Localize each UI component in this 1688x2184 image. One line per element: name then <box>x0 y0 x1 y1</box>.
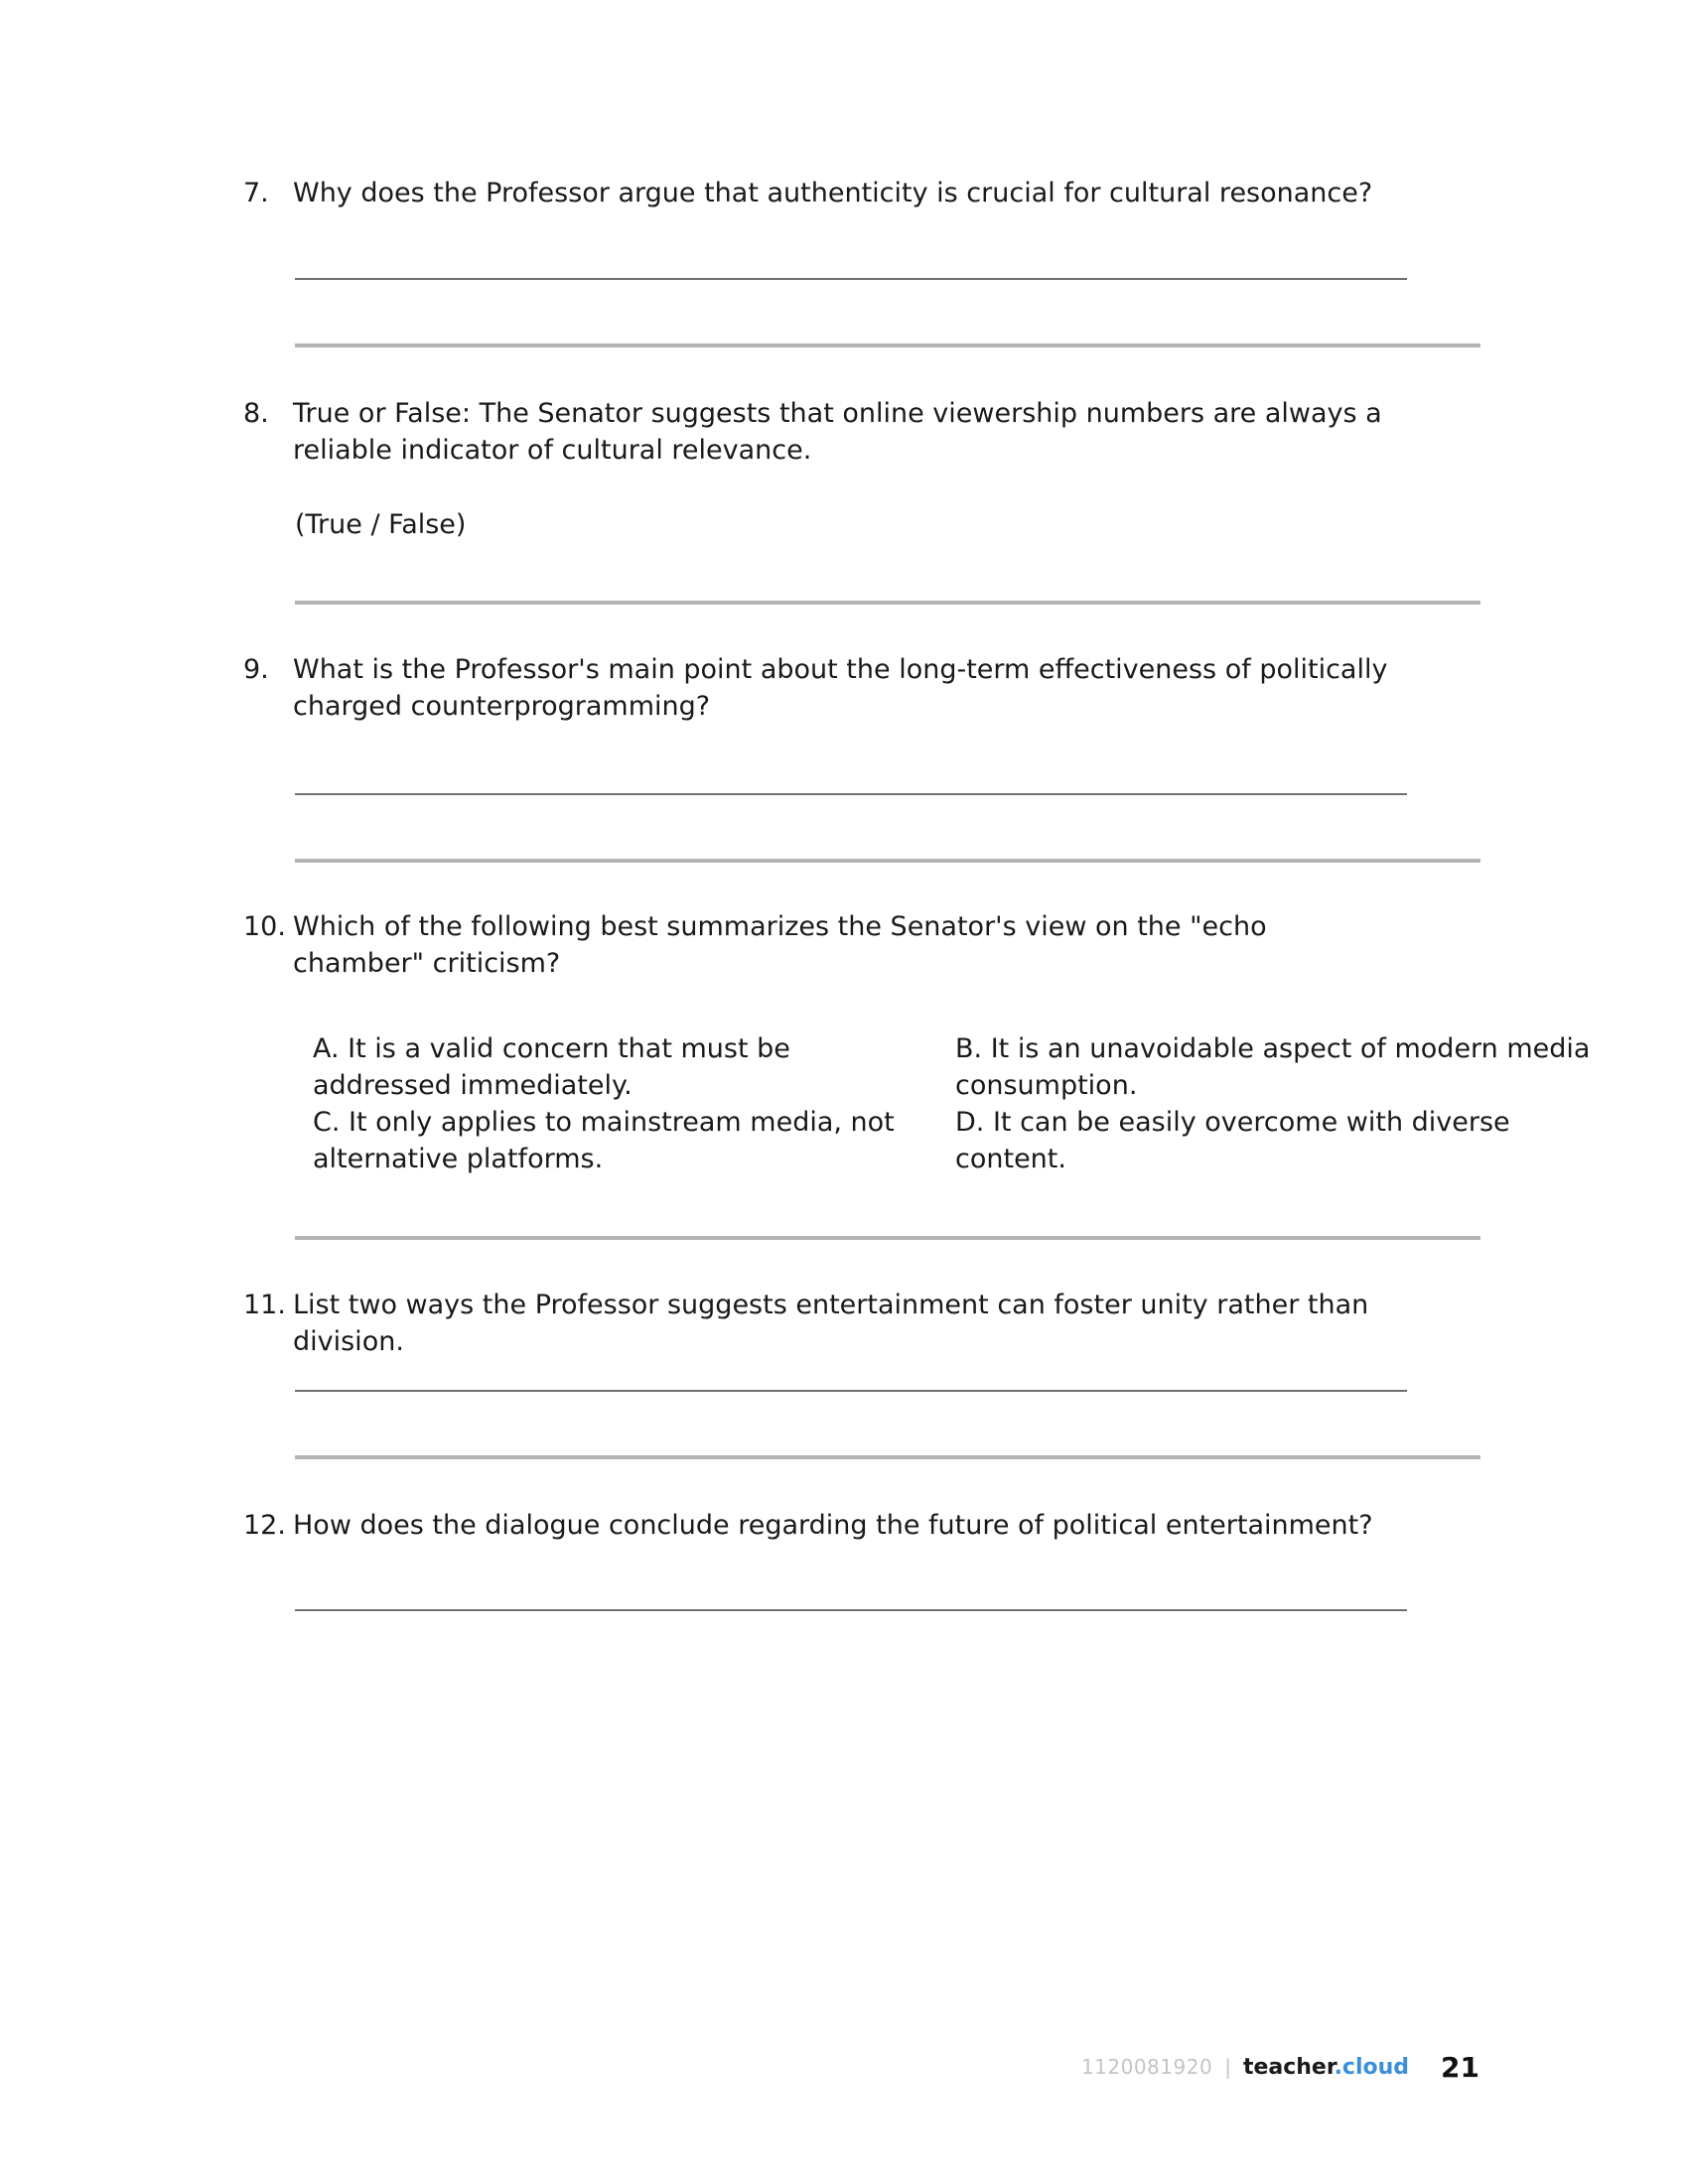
question-text: Why does the Professor argue that authenticity is crucial for cultural resonance? <box>293 178 1373 208</box>
question-number: 7. <box>243 178 269 208</box>
page-footer <box>1081 2049 1479 2085</box>
question-text: What is the Professor's main point about the long-term effectiveness of politically charged counterprogramming? <box>293 654 1388 722</box>
answer-line[interactable] <box>295 601 1480 605</box>
question-text: How does the dialogue conclude regarding the future of political entertainment? <box>293 1510 1373 1541</box>
option-b[interactable]: B. It is an unavoidable aspect of modern media consumption. <box>955 1033 1591 1101</box>
question-text: List two ways the Professor suggests entertainment can foster unity rather than division. <box>293 1290 1369 1357</box>
answer-line[interactable] <box>295 1609 1407 1611</box>
question-number: 12. <box>243 1510 286 1541</box>
answer-line[interactable] <box>295 1236 1480 1240</box>
question-number: 11. <box>243 1290 286 1320</box>
brand-name: teacher <box>1242 2054 1335 2080</box>
answer-line[interactable] <box>295 1390 1407 1392</box>
option-c[interactable]: C. It only applies to mainstream media, not alternative platforms. <box>313 1107 895 1174</box>
question-text: True or False: The Senator suggests that online viewership numbers are always a reliable indicator of cultural relevance. <box>293 398 1382 466</box>
true-false-options: (True / False) <box>295 509 467 540</box>
answer-line[interactable] <box>295 793 1407 795</box>
answer-line[interactable] <box>295 278 1407 280</box>
question-text: Which of the following best summarizes the Senator's view on the "echo chamber" criticism? <box>293 911 1267 979</box>
answer-line[interactable] <box>295 343 1480 347</box>
footer-separator: | <box>1224 2055 1231 2079</box>
answer-line[interactable] <box>295 1455 1480 1459</box>
question-number: 10. <box>243 911 286 942</box>
document-code: 1120081920 <box>1080 2055 1213 2079</box>
brand-tld: .cloud <box>1334 2054 1410 2080</box>
question-number: 8. <box>243 398 269 429</box>
option-a[interactable]: A. It is a valid concern that must be addressed immediately. <box>313 1033 790 1101</box>
answer-line[interactable] <box>295 859 1480 863</box>
page-number: 21 <box>1441 2050 1479 2084</box>
option-d[interactable]: D. It can be easily overcome with diverse content. <box>955 1107 1510 1174</box>
question-number: 9. <box>243 654 269 685</box>
brand-logo <box>1243 2055 1409 2080</box>
